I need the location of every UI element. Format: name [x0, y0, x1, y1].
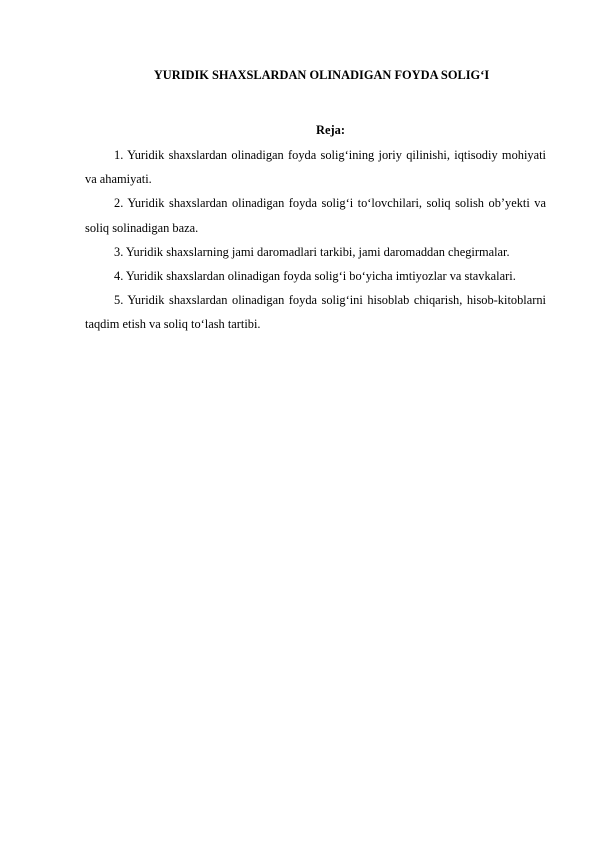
plan-item-4: 4. Yuridik shaxslardan olinadigan foyda solig‘i bo‘yicha imtiyozlar va stavkalari.	[114, 269, 516, 284]
plan-item-2: 2. Yuridik shaxslardan olinadigan foyda solig‘i to‘lovchilari, soliq solish ob’yekti va soliq solinadigan baza.	[85, 196, 546, 235]
plan-item-5: 5. Yuridik shaxslardan olinadigan foyda solig‘ini hisoblab chiqarish, hisob-kitoblarni taqdim etish va soliq to‘lash tartibi.	[85, 293, 546, 332]
plan-item-3: 3. Yuridik shaxslarning jami daromadlari tarkibi, jami daromaddan chegirmalar.	[114, 244, 510, 259]
plan-list	[85, 143, 546, 337]
plan-item-1: 1. Yuridik shaxslardan olinadigan foyda solig‘ining joriy qilinishi, iqtisodiy mohiyati va ahamiyati.	[85, 148, 546, 187]
document-title: YURIDIK SHAXSLARDAN OLINADIGAN FOYDA SOLIG‘I	[153, 68, 490, 82]
plan-heading: Reja:	[316, 123, 345, 137]
